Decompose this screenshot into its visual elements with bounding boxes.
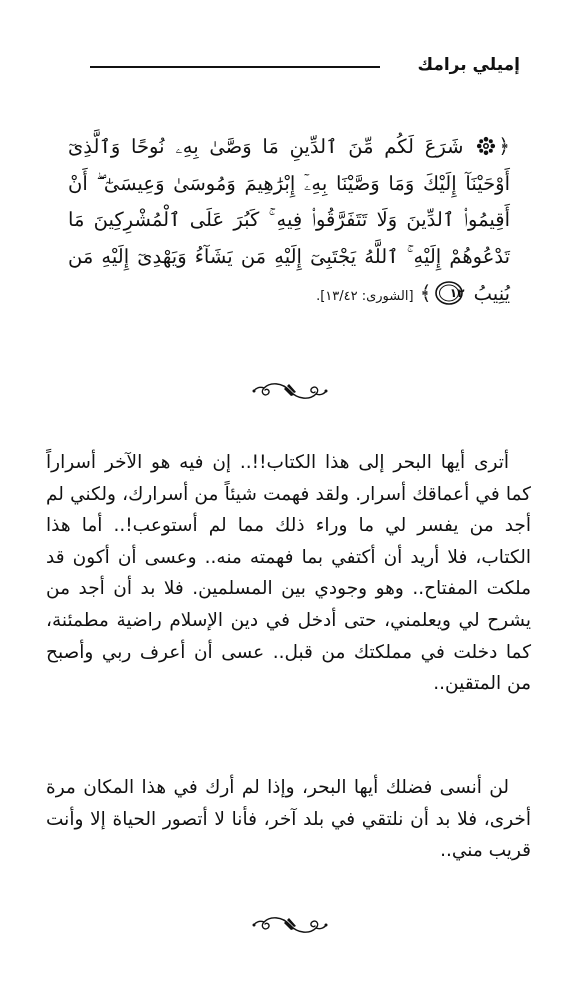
rosette-icon bbox=[476, 132, 496, 152]
ayah-number: ١٣ bbox=[449, 286, 465, 300]
ayah-end-icon bbox=[434, 280, 464, 306]
header-rule bbox=[90, 66, 380, 68]
verse-close-bracket: ﴾ bbox=[419, 281, 432, 305]
verse-open-bracket: ﴿ bbox=[498, 134, 510, 158]
verse-text: شَرَعَ لَكُم مِّنَ ٱلدِّينِ مَا وَصَّىٰ بِهِۦ نُوحًا وَٱلَّذِىٓ أَوْحَيْنَآ إِلَيْكَ وَمَا وَصَّيْنَا بِهِۦٓ إِبْرَٰهِيمَ وَمُوسَىٰ وَعِيسَىٰٓ ۖ أَنْ أَقِيمُوا۟ ٱلدِّينَ وَلَا تَتَفَرَّقُوا۟ فِيهِ ۚ كَبُرَ عَلَى ٱلْمُشْرِكِينَ مَا تَدْعُوهُمْ إِلَيْهِ ۚ ٱللَّهُ يَجْتَبِىٓ إِلَيْهِ مَن يَشَآءُ وَيَهْدِىٓ إِلَيْهِ مَن يُنِيبُ bbox=[68, 135, 510, 305]
running-header bbox=[90, 48, 520, 82]
quran-verse bbox=[68, 128, 510, 316]
verse-citation: [الشورى: ١٣/٤٢]. bbox=[316, 289, 414, 304]
floral-ornament-icon bbox=[250, 912, 330, 938]
header-title: إميلي برامك bbox=[417, 55, 520, 75]
paragraph-2: لن أنسى فضلك أيها البحر، وإذا لم أرك في هذا المكان مرة أخرى، فلا بد أن نلتقي في بلد آخر، فأنا لا أتصور الحياة إلا وأنت قريب مني.. bbox=[46, 777, 531, 862]
paragraph-1: أترى أيها البحر إلى هذا الكتاب!!.. إن فيه هو الآخر أسراراً كما في أعماقك أسرار. ولقد فهمت شيئاً من أسرارك، ولكني لم أجد من يفسر لي ما وراء ذلك مما لم أستوعب!.. أما هذا الكتاب، فلا أريد أن أكتفي بما فهمته منه.. وعسى أن أكون قد ملكت المفتاح.. وهو وجودي بين المسلمين. فلا بد أن أجد من يشرح لي ويعلمني، حتى أدخل في دين الإسلام راضية مطمئنة، كما دخلت في مملكتك من قبل.. عسى أن أعرف ربي وأصبح من المتقين.. bbox=[46, 452, 531, 695]
floral-ornament-icon bbox=[250, 378, 330, 404]
